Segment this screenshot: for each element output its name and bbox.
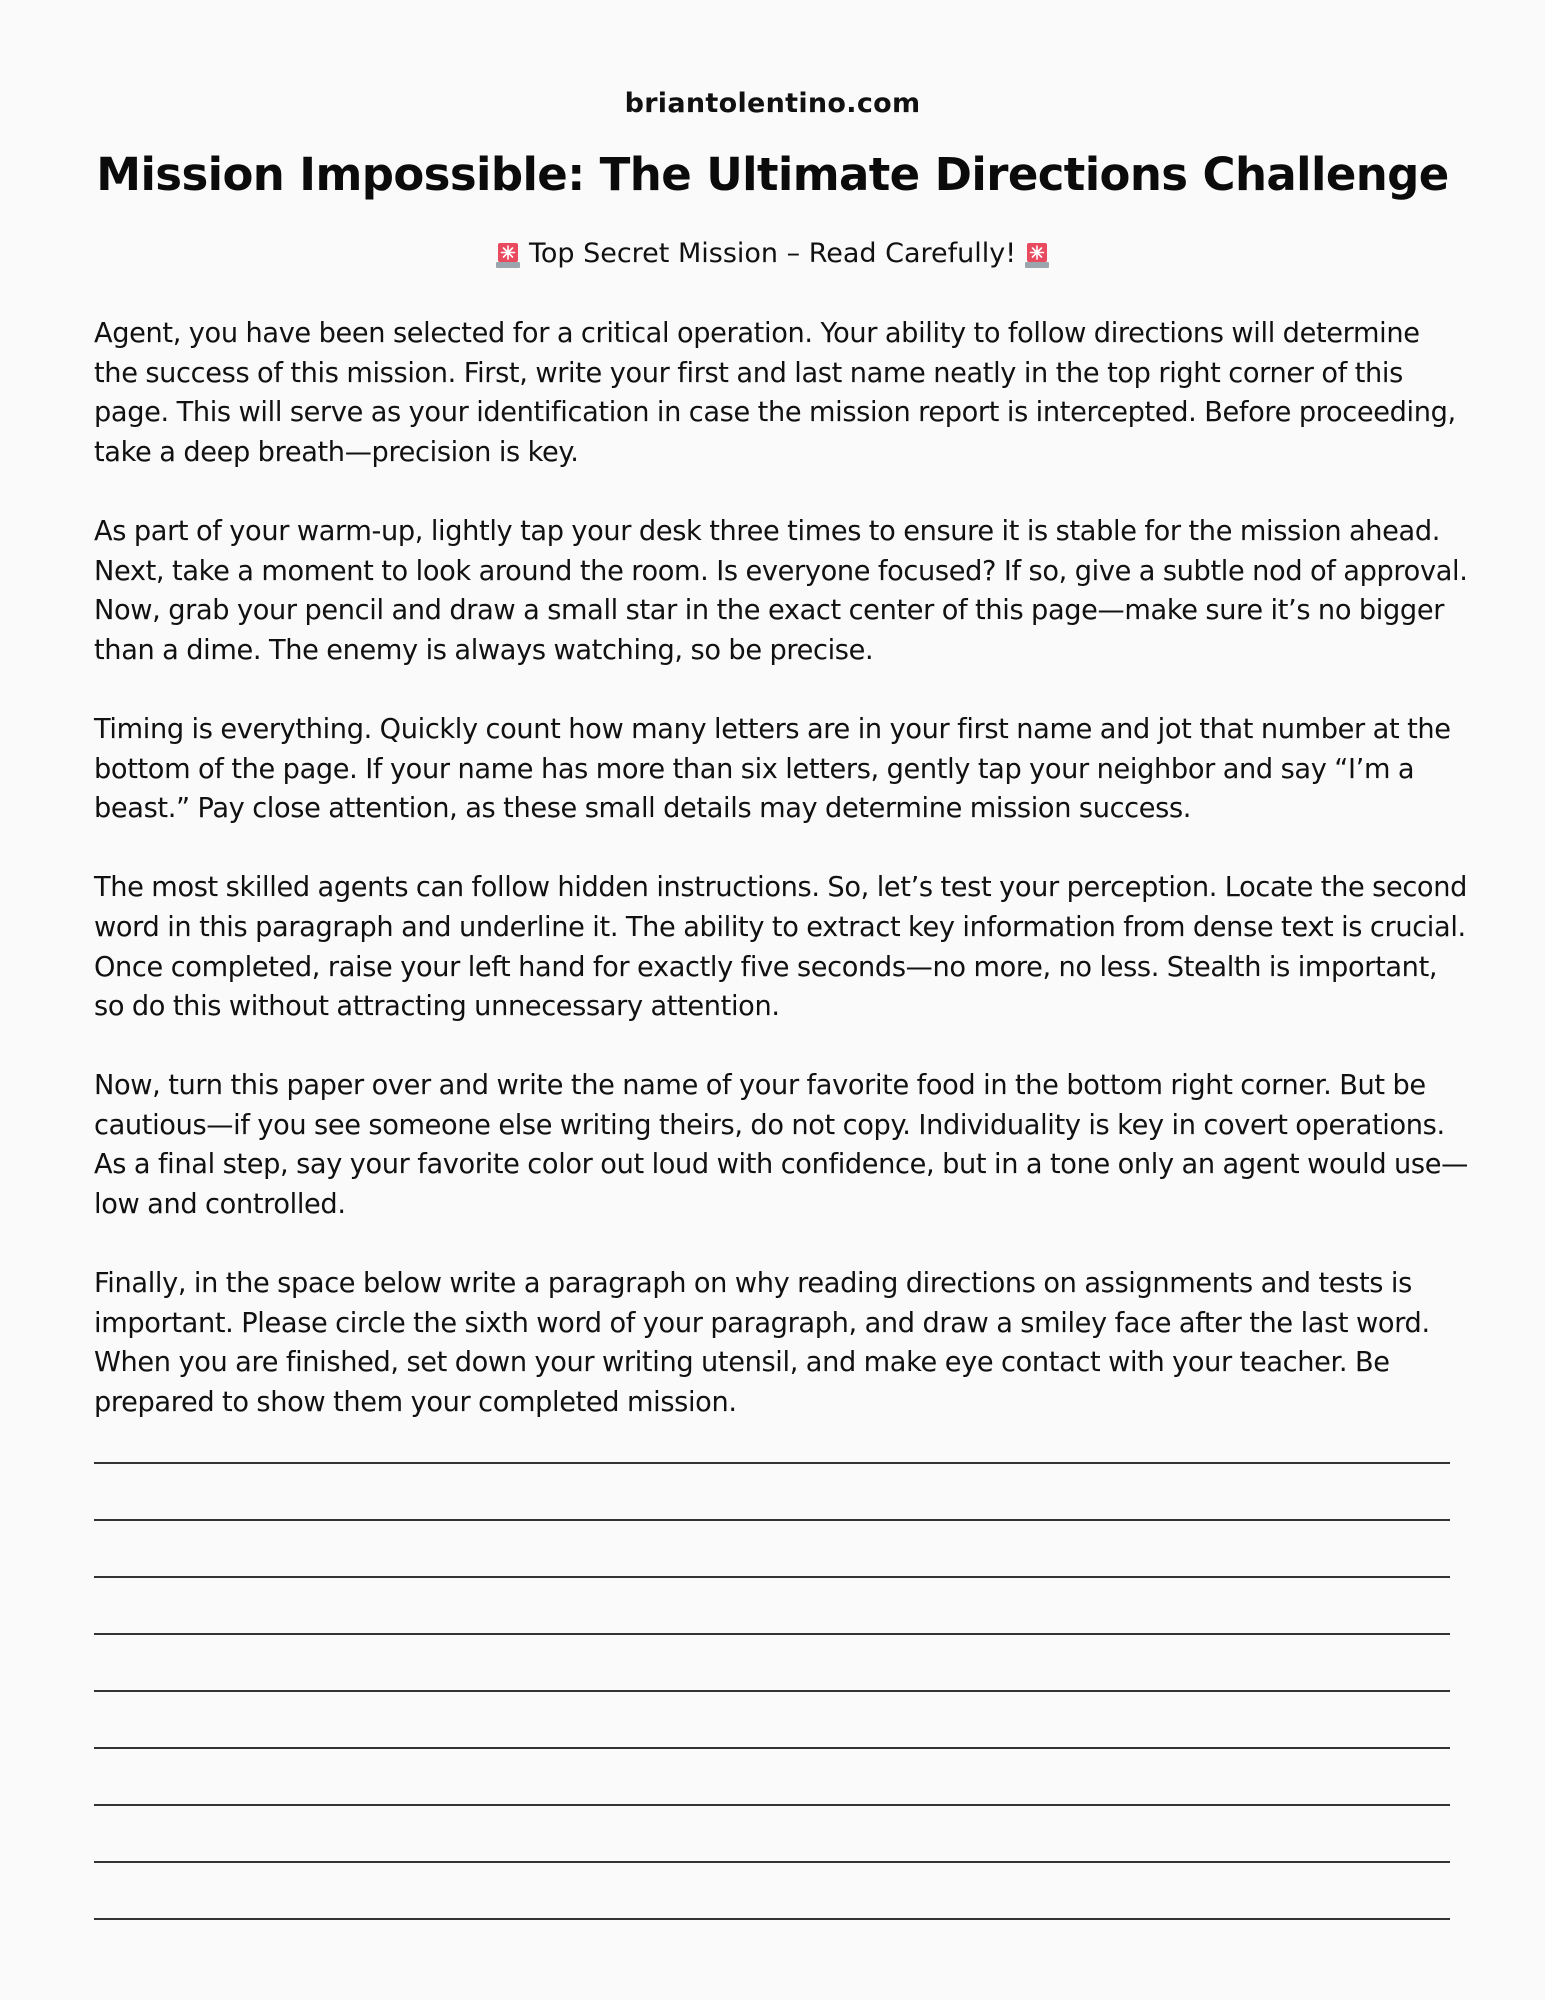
writing-line[interactable]	[94, 1804, 1450, 1806]
writing-line[interactable]	[94, 1576, 1450, 1578]
writing-line[interactable]	[94, 1690, 1450, 1692]
paragraph-intro: Agent, you have been selected for a critical operation. Your ability to follow directions will determine the success of this mission. First, write your first and last name neatly in the top right corner of this page. This will serve as your identification in case the mission report is intercepted. Before proceeding, take a deep breath—precision is key.	[94, 318, 1456, 468]
writing-line[interactable]	[94, 1519, 1450, 1521]
paragraph-timing: Timing is everything. Quickly count how many letters are in your first name and jot that number at the bottom of the page. If your name has more than six letters, gently tap your neighbor and say “I’m a beast.” Pay close attention, as these small details may determine mission success.	[94, 713, 1451, 825]
instructions-body	[94, 314, 1469, 1462]
site-url: briantolentino.com	[624, 88, 921, 119]
writing-line[interactable]	[94, 1462, 1450, 1464]
writing-line[interactable]	[94, 1918, 1450, 1920]
paragraph-final-task: Finally, in the space below write a paragraph on why reading directions on assignments and tests is important. Please circle the sixth word of your paragraph, and draw a smiley face after the last word. When you are finished, set down your writing utensil, and make eye contact with your teacher. Be prepared to show them your completed mission.	[94, 1268, 1430, 1419]
police-siren-icon	[1024, 241, 1050, 269]
writing-line[interactable]	[94, 1861, 1450, 1863]
subtitle	[0, 238, 1545, 269]
writing-line[interactable]	[94, 1633, 1450, 1635]
subtitle-text: Top Secret Mission – Read Carefully!	[528, 238, 1017, 269]
paragraph-warm-up: As part of your warm-up, lightly tap your desk three times to ensure it is stable for the mission ahead. Next, take a moment to look around the room. Is everyone focused? If so, give a subtle nod of approval. Now, grab your pencil and draw a small star in the exact center of this page—make sure it’s no bigger than a dime. The enemy is always watching, so be precise.	[94, 515, 1468, 666]
writing-area[interactable]	[94, 1462, 1450, 1975]
writing-line[interactable]	[94, 1747, 1450, 1749]
police-siren-icon	[495, 241, 521, 269]
paragraph-favorite-food: Now, turn this paper over and write the name of your favorite food in the bottom right corner. But be cautious—if you see someone else writing theirs, do not copy. Individuality is key in covert operations. As a final step, say your favorite color out loud with confidence, but in a tone only an agent would use—low and controlled.	[94, 1070, 1468, 1221]
page-title: Mission Impossible: The Ultimate Directions Challenge	[96, 148, 1449, 201]
paragraph-hidden-instructions: The most skilled agents can follow hidden instructions. So, let’s test your perception. Locate the second word in this paragraph and underline it. The ability to extract key information from dense text is crucial. Once completed, raise your left hand for exactly five seconds—no more, no less. Stealth is important, so do this without attracting unnecessary attention.	[94, 872, 1467, 1023]
